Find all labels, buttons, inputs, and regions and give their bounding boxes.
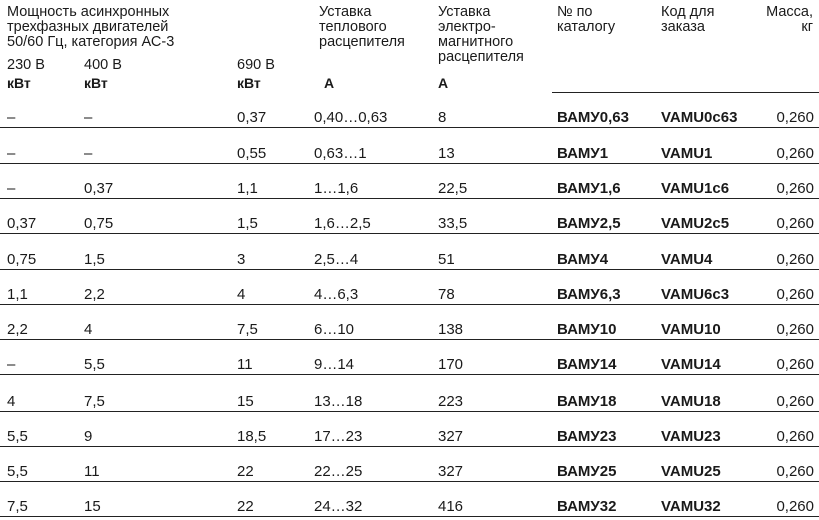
cell-catalog: ВАМУ4 — [557, 251, 609, 268]
cell-p230: – — [7, 145, 16, 162]
cell-p690: 1,1 — [237, 180, 258, 197]
header-order — [661, 5, 714, 35]
row-rule — [0, 481, 819, 482]
unit-kw-690: кВт — [237, 75, 261, 91]
header-catalog — [557, 5, 615, 35]
header-230v: 230 В — [7, 57, 45, 73]
cell-mass: 0,260 — [776, 498, 814, 515]
cell-p690: 0,37 — [237, 109, 267, 126]
header-mass — [766, 5, 813, 35]
cell-electro: 138 — [438, 321, 464, 338]
header-400v: 400 В — [84, 57, 122, 73]
cell-p690: 7,5 — [237, 321, 258, 338]
cell-mass: 0,260 — [776, 180, 814, 197]
row-rule — [0, 374, 819, 375]
table-row — [0, 146, 819, 162]
cell-p690: 18,5 — [237, 428, 267, 445]
row-rule — [0, 304, 819, 305]
cell-catalog: ВАМУ32 — [557, 498, 617, 515]
cell-catalog: ВАМУ0,63 — [557, 109, 629, 126]
cell-mass: 0,260 — [776, 109, 814, 126]
cell-catalog: ВАМУ6,3 — [557, 286, 621, 303]
cell-thermal: 0,63…1 — [314, 145, 367, 162]
cell-mass: 0,260 — [776, 215, 814, 232]
cell-catalog: ВАМУ10 — [557, 321, 617, 338]
cell-electro: 13 — [438, 145, 455, 162]
cell-p690: 11 — [237, 356, 253, 373]
cell-mass: 0,260 — [776, 251, 814, 268]
cell-electro: 223 — [438, 393, 464, 410]
cell-mass: 0,260 — [776, 356, 814, 373]
cell-mass: 0,260 — [776, 145, 814, 162]
cell-electro: 22,5 — [438, 180, 468, 197]
table-row — [0, 357, 819, 373]
header-thermal-line: теплового — [319, 19, 387, 35]
header-thermal — [319, 5, 405, 50]
cell-electro: 416 — [438, 498, 464, 515]
row-rule — [0, 446, 819, 447]
cell-order: VAMU23 — [661, 428, 721, 445]
cell-mass: 0,260 — [776, 428, 814, 445]
cell-order: VAMU14 — [661, 356, 721, 373]
table-row — [0, 287, 819, 303]
cell-thermal: 17…23 — [314, 428, 363, 445]
header-rule — [552, 92, 819, 93]
table-row — [0, 181, 819, 197]
cell-thermal: 22…25 — [314, 463, 363, 480]
table-row — [0, 464, 819, 480]
table-row — [0, 394, 819, 410]
table-row — [0, 429, 819, 445]
header-electro — [438, 5, 524, 65]
cell-thermal: 9…14 — [314, 356, 355, 373]
cell-p400: 0,37 — [84, 180, 114, 197]
cell-p230: 0,37 — [7, 215, 37, 232]
cell-p400: 15 — [84, 498, 101, 515]
cell-p400: 1,5 — [84, 251, 105, 268]
cell-p230: 1,1 — [7, 286, 28, 303]
cell-order: VAMU4 — [661, 251, 713, 268]
cell-p230: 4 — [7, 393, 16, 410]
row-rule — [0, 163, 819, 164]
cell-catalog: ВАМУ2,5 — [557, 215, 621, 232]
cell-thermal: 2,5…4 — [314, 251, 359, 268]
cell-p230: 7,5 — [7, 498, 28, 515]
header-thermal-line: расцепителя — [319, 34, 405, 50]
cell-thermal: 1…1,6 — [314, 180, 359, 197]
header-power — [7, 5, 174, 50]
cell-order: VAMU32 — [661, 498, 721, 515]
cell-order: VAMU10 — [661, 321, 721, 338]
cell-order: VAMU0c63 — [661, 109, 738, 126]
header-electro-line: электро- — [438, 19, 496, 35]
table-row — [0, 499, 819, 515]
header-690v: 690 В — [237, 57, 275, 73]
header-thermal-line: Уставка — [319, 4, 372, 20]
cell-mass: 0,260 — [776, 393, 814, 410]
cell-thermal: 0,40…0,63 — [314, 109, 388, 126]
row-rule — [0, 269, 819, 270]
header-power-line: 50/60 Гц, категория АС-3 — [7, 34, 175, 50]
cell-p230: – — [7, 356, 16, 373]
cell-thermal: 4…6,3 — [314, 286, 359, 303]
row-rule — [0, 411, 819, 412]
row-rule — [0, 127, 819, 128]
cell-p400: 7,5 — [84, 393, 105, 410]
cell-order: VAMU25 — [661, 463, 721, 480]
cell-catalog: ВАМУ1,6 — [557, 180, 621, 197]
header-order-line: заказа — [661, 19, 705, 35]
header-catalog-line: № по — [557, 4, 593, 20]
header-catalog-line: каталогу — [557, 19, 616, 35]
cell-mass: 0,260 — [776, 286, 814, 303]
cell-p400: 9 — [84, 428, 93, 445]
cell-p400: 4 — [84, 321, 93, 338]
table-row — [0, 252, 819, 268]
cell-p230: 5,5 — [7, 428, 28, 445]
cell-p690: 15 — [237, 393, 254, 410]
table-row — [0, 322, 819, 338]
cell-catalog: ВАМУ25 — [557, 463, 617, 480]
row-rule — [0, 198, 819, 199]
cell-catalog: ВАМУ23 — [557, 428, 617, 445]
unit-kw-230: кВт — [7, 75, 31, 91]
cell-thermal: 1,6…2,5 — [314, 215, 371, 232]
cell-electro: 327 — [438, 428, 464, 445]
cell-p230: – — [7, 180, 16, 197]
header-mass-line: Масса, — [766, 4, 813, 20]
cell-electro: 327 — [438, 463, 464, 480]
row-rule — [0, 233, 819, 234]
cell-electro: 8 — [438, 109, 447, 126]
cell-p230: 2,2 — [7, 321, 28, 338]
row-rule — [0, 516, 819, 517]
cell-electro: 170 — [438, 356, 464, 373]
header-mass-line: кг — [801, 19, 813, 35]
cell-p690: 4 — [237, 286, 246, 303]
cell-p400: – — [84, 145, 93, 162]
cell-p230: – — [7, 109, 16, 126]
table-row — [0, 216, 819, 232]
cell-p400: 11 — [84, 463, 100, 480]
cell-p690: 1,5 — [237, 215, 258, 232]
cell-p400: – — [84, 109, 93, 126]
cell-p690: 22 — [237, 498, 254, 515]
unit-amp-thermal: А — [324, 75, 335, 91]
cell-p400: 2,2 — [84, 286, 105, 303]
cell-p690: 22 — [237, 463, 254, 480]
unit-kw-400: кВт — [84, 75, 108, 91]
cell-p690: 3 — [237, 251, 246, 268]
cell-p400: 0,75 — [84, 215, 114, 232]
cell-catalog: ВАМУ1 — [557, 145, 609, 162]
header-power-line: Мощность асинхронных — [7, 4, 170, 20]
header-electro-line: расцепителя — [438, 49, 524, 65]
cell-order: VAMU1 — [661, 145, 713, 162]
cell-thermal: 13…18 — [314, 393, 363, 410]
cell-p230: 5,5 — [7, 463, 28, 480]
cell-p690: 0,55 — [237, 145, 267, 162]
cell-mass: 0,260 — [776, 321, 814, 338]
table-row — [0, 110, 819, 126]
cell-catalog: ВАМУ14 — [557, 356, 617, 373]
cell-p230: 0,75 — [7, 251, 37, 268]
cell-electro: 78 — [438, 286, 455, 303]
cell-order: VAMU1c6 — [661, 180, 730, 197]
row-rule — [0, 339, 819, 340]
cell-catalog: ВАМУ18 — [557, 393, 617, 410]
cell-electro: 33,5 — [438, 215, 468, 232]
header-electro-line: Уставка — [438, 4, 491, 20]
cell-electro: 51 — [438, 251, 455, 268]
header-electro-line: магнитного — [438, 34, 514, 50]
header-power-line: трехфазных двигателей — [7, 19, 169, 35]
header-order-line: Код для — [661, 4, 715, 20]
cell-order: VAMU18 — [661, 393, 721, 410]
cell-thermal: 24…32 — [314, 498, 363, 515]
cell-p400: 5,5 — [84, 356, 105, 373]
cell-thermal: 6…10 — [314, 321, 355, 338]
unit-amp-electro: А — [438, 75, 449, 91]
cell-order: VAMU2c5 — [661, 215, 730, 232]
cell-order: VAMU6c3 — [661, 286, 730, 303]
cell-mass: 0,260 — [776, 463, 814, 480]
